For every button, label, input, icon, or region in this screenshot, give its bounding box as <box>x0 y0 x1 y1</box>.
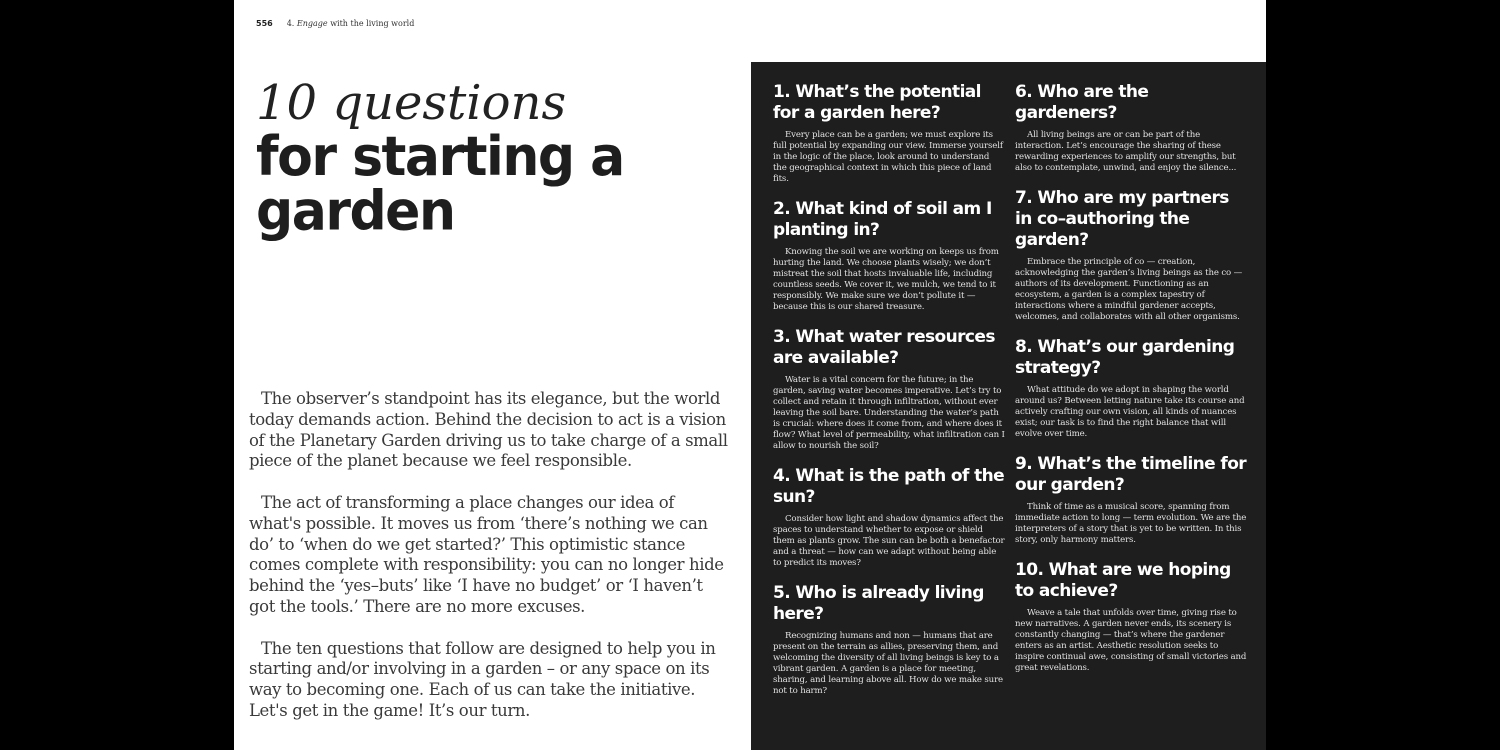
question-item <box>1015 188 1247 323</box>
question-heading: 1. What’s the potential for a garden here? <box>773 82 981 123</box>
question-item <box>773 327 1005 452</box>
question-body: What attitude do we adopt in shaping the world around us? Between letting nature take its course and actively crafting our own vision, all kinds of nuances exist; our task is to find the right balance that will evolve over time. <box>1015 385 1245 439</box>
question-heading: 8. What’s our gardening strategy? <box>1015 337 1235 378</box>
intro-paragraph: The act of transforming a place changes our idea of what's possible. It moves us from ‘there’s nothing we can do’ to ‘when do we get started?’ This optimistic stance comes complete with responsibility: you can no longer hide behind the ‘yes–buts’ like ‘I have no budget’ or ‘I haven’t got the tools.’ There are no more excuses. <box>249 492 724 616</box>
running-head <box>256 19 414 28</box>
question-heading: 3. What water resources are available? <box>773 327 995 368</box>
title-light-line: 10 questions <box>256 75 567 131</box>
chapter-label <box>287 19 415 28</box>
title-bold-block <box>256 125 624 244</box>
question-heading: 4. What is the path of the sun? <box>773 466 1005 507</box>
chapter-number: 4. <box>286 19 295 28</box>
question-body: Consider how light and shadow dynamics affect the spaces to understand whether to expose or shield them as plants grow. The sun can be both a benefactor and a threat — how can we adapt without being able to predict its moves? <box>773 514 1005 568</box>
question-item <box>1015 82 1247 174</box>
question-item <box>773 199 1005 313</box>
page-number: 556 <box>256 19 273 28</box>
question-body: Think of time as a musical score, spanning from immediate action to long — term evolution. We are the interpreters of a story that is yet to be written. In this story, only harmony matters. <box>1015 502 1247 545</box>
question-heading: 10. What are we hoping to achieve? <box>1015 560 1231 601</box>
page-title <box>256 75 624 244</box>
question-body: Water is a vital concern for the future; in the garden, saving water becomes imperative. Let’s try to collect and retain it through infiltration, without ever leaving the soil bare. Understanding the water’s path is crucial: where does it come from, and where does it flow? What level of permeability, what infiltration can I allow to nourish the soil? <box>773 375 1005 451</box>
question-body: All living beings are or can be part of the interaction. Let’s encourage the sharing of these rewarding experiences to amplify our strengths, but also to contemplate, unwind, and enjoy the silence... <box>1015 130 1237 173</box>
question-body: Embrace the principle of co — creation, acknowledging the garden’s living beings as the co — authors of its development. Functioning as an ecosystem, a garden is a complex tapestry of interactions where a mindful gardener accepts, welcomes, and collaborates with all other organisms. <box>1015 257 1243 322</box>
questions-column-left <box>773 82 1005 711</box>
question-body: Knowing the soil we are working on keeps us from hurting the land. We choose plants wisely; we don’t mistreat the soil that hosts invaluable life, including countless seeds. We cover it, we mulch, we tend to it responsibly. We make sure we don’t pollute it — because this is our shared treasure. <box>773 247 999 312</box>
question-item <box>773 466 1005 569</box>
intro-text <box>249 389 729 743</box>
question-item <box>1015 560 1247 674</box>
question-heading: 2. What kind of soil am I planting in? <box>773 199 992 240</box>
question-item <box>773 82 1005 185</box>
question-heading: 9. What’s the timeline for our garden? <box>1015 454 1247 495</box>
title-bold-line-2: garden <box>256 180 455 244</box>
question-heading: 6. Who are the gardeners? <box>1015 82 1149 123</box>
question-item <box>773 583 1005 697</box>
title-bold-line-1: for starting a <box>256 125 624 189</box>
question-item <box>1015 454 1247 546</box>
question-heading: 5. Who is already living here? <box>773 583 984 624</box>
book-page-spread <box>234 0 1266 750</box>
chapter-title-rest: with the living world <box>330 19 415 28</box>
intro-paragraph: The observer’s standpoint has its elegance, but the world today demands action. Behind the decision to act is a vision of the Planetary Garden driving us to take charge of a small piece of the planet because we feel responsible. <box>249 389 728 471</box>
questions-panel <box>751 62 1266 750</box>
question-body: Every place can be a garden; we must explore its full potential by expanding our view. Immerse yourself in the logic of the place, look around to understand the geographical context in which this piece of land fits. <box>773 130 1003 184</box>
questions-column-right <box>1015 82 1247 688</box>
question-body: Weave a tale that unfolds over time, giving rise to new narratives. A garden never ends, its scenery is constantly changing — that’s where the gardener enters as an artist. Aesthetic resolution seeks to inspire continual awe, consisting of small victories and great revelations. <box>1015 608 1247 673</box>
question-item <box>1015 337 1247 440</box>
question-heading: 7. Who are my partners in co–authoring the garden? <box>1015 188 1229 250</box>
chapter-emphasis: Engage <box>296 19 328 28</box>
question-body: Recognizing humans and non — humans that are present on the terrain as allies, preserving them, and welcoming the diversity of all living beings is key to a vibrant garden. A garden is a place for meeting, sharing, and learning above all. How do we make sure not to harm? <box>773 631 1003 696</box>
intro-paragraph: The ten questions that follow are designed to help you in starting and/or involving in a garden – or any space on its way to becoming one. Each of us can take the initiative. Let's get in the game! It’s our turn. <box>249 638 716 720</box>
